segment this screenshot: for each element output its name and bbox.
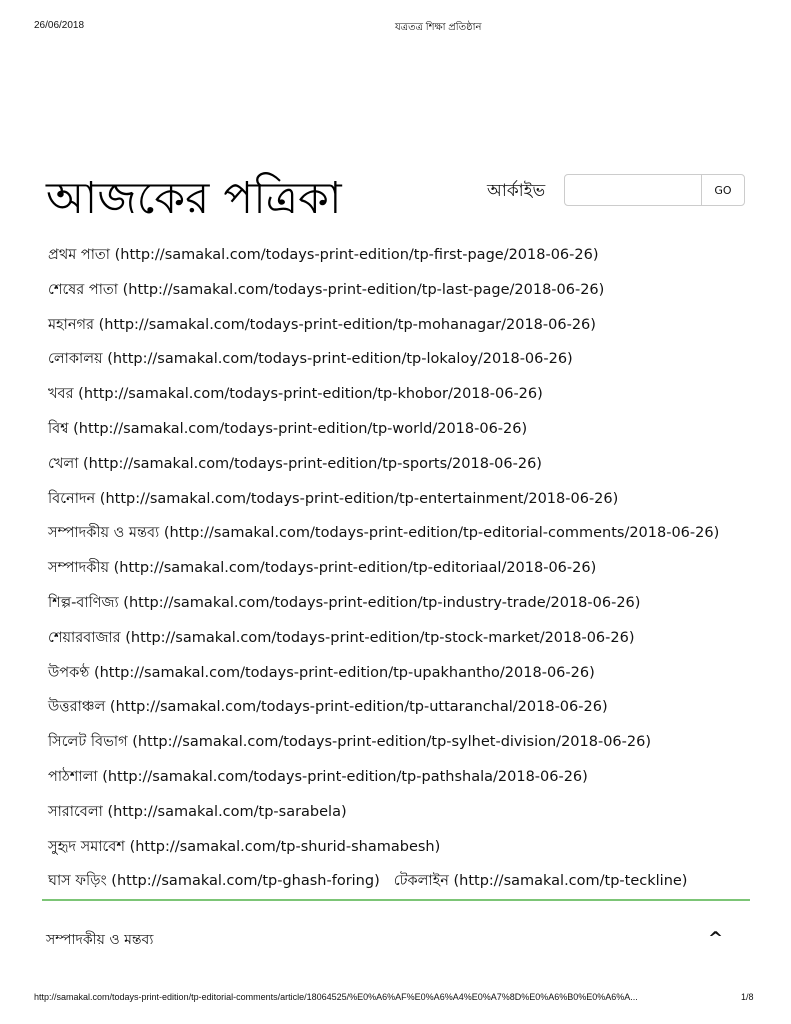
section-link[interactable]: শিল্প-বাণিজ্য (http://samakal.com/todays-print-edition/tp-industry-trade/2018-06-26) [48,594,641,611]
link-row [48,314,733,349]
section-link[interactable]: শেয়ারবাজার (http://samakal.com/todays-print-edition/tp-stock-market/2018-06-26) [48,629,635,646]
section-link[interactable]: সিলেট বিভাগ (http://samakal.com/todays-print-edition/tp-sylhet-division/2018-06-26) [48,734,651,751]
link-row [48,696,733,731]
section-link[interactable]: টেকলাইন (http://samakal.com/tp-teckline) [393,873,688,890]
divider [42,899,750,901]
print-date: 26/06/2018 [34,20,85,31]
section-link[interactable]: মহানগর (http://samakal.com/todays-print-edition/tp-mohanagar/2018-06-26) [48,316,596,333]
section-title[interactable]: সম্পাদকীয় ও মন্তব্য [46,932,154,948]
link-row [48,731,733,766]
link-row [48,766,733,801]
section-link[interactable]: সুহৃদ সমাবেশ (http://samakal.com/tp-shurid-shamabesh) [48,838,441,855]
section-link[interactable]: উপকণ্ঠ (http://samakal.com/todays-print-edition/tp-upakhantho/2018-06-26) [48,664,595,681]
footer-url: http://samakal.com/todays-print-edition/tp-editorial-comments/article/18064525/%E0%A6%AF%E0%A6%A4%E0%A7%8D%E0%A6%B0%E0%A6%A... [34,992,638,1002]
page-number: 1/8 [741,992,754,1002]
link-row [48,522,733,557]
link-row [48,836,733,871]
link-row [48,557,733,592]
go-button[interactable]: GO [701,174,745,206]
section-link[interactable]: খবর (http://samakal.com/todays-print-edition/tp-khobor/2018-06-26) [48,386,543,403]
link-row [48,244,733,279]
section-link[interactable]: খেলা (http://samakal.com/todays-print-edition/tp-sports/2018-06-26) [48,455,542,472]
section-link[interactable]: বিশ্ব (http://samakal.com/todays-print-edition/tp-world/2018-06-26) [48,420,528,437]
section-link[interactable]: সারাবেলা (http://samakal.com/tp-sarabela) [48,803,347,820]
link-row [48,383,733,418]
archive-label: আর্কাইভ [487,181,546,201]
chevron-up-icon[interactable]: ^ [708,928,724,949]
page-title: আজকের পত্রিকা [46,173,342,224]
link-row [48,453,733,488]
link-row [48,592,733,627]
section-link[interactable]: সম্পাদকীয় ও মন্তব্য (http://samakal.com/todays-print-edition/tp-editorial-comments/2018-06-26) [48,525,720,542]
section-link[interactable]: পাঠশালা (http://samakal.com/todays-print-edition/tp-pathshala/2018-06-26) [48,768,588,785]
section-link[interactable]: লোকালয় (http://samakal.com/todays-print-edition/tp-lokaloy/2018-06-26) [48,351,573,368]
section-link[interactable]: শেষের পাতা (http://samakal.com/todays-print-edition/tp-last-page/2018-06-26) [48,281,605,298]
section-link[interactable]: বিনোদন (http://samakal.com/todays-print-edition/tp-entertainment/2018-06-26) [48,490,619,507]
link-row [48,418,733,453]
edition-links [48,244,733,905]
section-link[interactable]: উত্তরাঞ্চল (http://samakal.com/todays-print-edition/tp-uttaranchal/2018-06-26) [48,699,608,716]
link-row [48,801,733,836]
link-row [48,279,733,314]
section-link[interactable]: সম্পাদকীয় (http://samakal.com/todays-print-edition/tp-editoriaal/2018-06-26) [48,560,597,577]
section-link[interactable]: ঘাস ফড়িং (http://samakal.com/tp-ghash-foring) [48,873,380,890]
link-row [48,488,733,523]
link-row [48,627,733,662]
archive-date-input[interactable] [564,174,702,206]
link-row [48,662,733,697]
section-link[interactable]: প্রথম পাতা (http://samakal.com/todays-print-edition/tp-first-page/2018-06-26) [48,247,599,263]
link-row [48,348,733,383]
site-title: যত্রতত্র শিক্ষা প্রতিষ্ঠান [395,22,482,33]
